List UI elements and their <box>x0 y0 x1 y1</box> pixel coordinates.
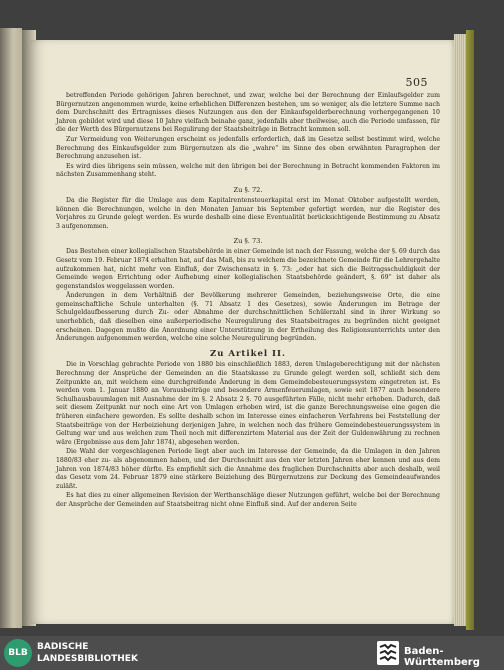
section-heading: Zu §. 73. <box>233 237 263 246</box>
paragraph: Zur Vermeidung von Weiterungen erscheint es jedenfalls erforderlich, daß im Gesetze selbst bestimmt wird, welche Berechnung des Einkaufsgelder zum Bürgernutzen als die „wahre“ im Sinne des oben erwähnten Paragraphen der Berechnung anzusehen ist. <box>56 135 440 161</box>
library-name-line: LANDESBIBLIOTHEK <box>37 654 138 664</box>
state-name: Baden-Württemberg <box>404 646 480 668</box>
paragraph: Das Bestehen einer kollegialischen Staatsbehörde in einer Gemeinde ist nach der Fassung, welche der §. 69 durch das Gesetz vom 19. Februar 1874 erhalten hat, auf das Maß, bis zu welchem die bezeichnete Gemeinde für die Lehrergehalte aufzukommen hat, nicht mehr von Einfluß, der Zwischensatz in §. 73: „oder hat sich die Beitragsschuldigkeit der Gemeinde wegen Errichtung oder Aufhebung einer kollegialischen Staatsbehörde geändert, §. 69“ ist daher als gegenstandslos weggelassen worden. <box>56 248 440 290</box>
footer-bar <box>0 636 504 670</box>
paragraph: Es hat dies zu einer allgemeinen Revision der Werthanschläge dieser Nutzungen geführt, welche bei der Berechnung der Ansprüche der Gemeinden auf Staatsbeitrag nicht ohne Einfluß sind. Auf der anderen Seite <box>56 492 440 508</box>
blb-logo: BLB <box>4 639 32 667</box>
paragraph: Da die Register für die Umlage aus dem Kapitalrentensteuerkapital erst im Monat Oktober aufgestellt werden, können die Berechnungen, welche in den Monaten Januar bis September gefertigt werden, nur die Register des Vorjahres zu Grunde gelegt werden. Es wurde deshalb eine diese Eventualität berücksichtigende Bestimmung zu Absatz 3 aufgenommen. <box>56 196 440 230</box>
library-name <box>37 641 197 665</box>
article-heading: Zu Artikel II. <box>210 348 286 359</box>
page-number: 505 <box>405 76 428 89</box>
state-crest-icon <box>377 641 399 665</box>
section-heading: Zu §. 72. <box>233 185 263 194</box>
paragraph: Es wird dies übrigens sein müssen, welche mit den übrigen bei der Berechnung in Betracht kommenden Faktoren im nächsten Zusammenhang steht. <box>56 162 440 179</box>
library-name-line: BADISCHE <box>37 642 89 652</box>
paragraph: betreffenden Periode gehörigen Jahren berechnet, und zwar, welche bei der Berechnung der Einlaufsgelder zum Bürgernutzen angenommen wurde, keine erheblichen Differenzen bestehen, um so weniger, als die letztere Summe nach dem Durchschnitt des Ertragnisses dieses Nutzungen aus den der Einkaufsgelderberechnung vorhergegangenen 10 Jahren gebildet wird und diese 10 Jahre vielfach beinahe ganz, jedenfalls aber theilweise, auch die Periode umfassen, für die der Werth des Bürgernutzens bei Regulirung der Staatsbeiträge in Betracht kommen soll. <box>56 92 440 134</box>
book-page <box>30 40 454 624</box>
paragraph: Änderungen in dem Verhältniß der Bevölkerung mehrerer Gemeinden, beziehungsweise Orte, die eine gemeinschaftliche Schule unterhalten (§. 71 Absatz 1 des Gesetzes), sowie Änderungen im Betrage der Schulgeldaufbesserung durch Zu- oder Abnahme der durchschnittlichen Schülerzahl sind in ihrer Wirkung so unerheblich, daß dieselben eine außerperiodische Neuregulirung des Staatsbeitrages zu begründen nicht geeignet erscheinen. Dagegen mußte die Anordnung einer Unterstützung in der Ertheilung des Religionsunterrichts unter den Änderungen aufgenommen werden, welche eine solche Neuregulirung begründen. <box>56 292 440 343</box>
book-cover-edge <box>466 30 474 630</box>
page-text <box>56 92 440 511</box>
book-left-page-edge <box>0 28 22 628</box>
paragraph: Die Wahl der vorgeschlagenen Periode liegt aber auch im Interesse der Gemeinde, da die Umlagen in den Jahren 1880/83 eher zu- als abgenommen haben, und der Durchschnitt aus den vier letzten Jahren eher kennen und aus dem Jahren von 1874/83 höher dürfte. Es empfiehlt sich die Annahme des fraglichen Durchschnitts aber auch deshalb, weil das Gesetz vom 24. Februar 1879 eine stärkere Beiziehung des Bürgernutzens zur Deckung des Gemeindeaufwandes zuläßt. <box>56 448 440 490</box>
paragraph: Die in Vorschlag gebrachte Periode von 1880 bis einschließlich 1883, deren Umlageberechtigung mit der nächsten Berechnung der Ansprüche der Gemeinden an die Staatskasse zu Grunde gelegt werden soll, schließt sich dem Zeitpunkte an, mit welchem eine durchgreifende Änderung in dem Gemeindebesteuerungssystem eingetreten ist. Es werden vom 1. Januar 1880 an Vorausbeiträge und besondere Armenfeuerumlagen, sowie seit 1877 auch besondere Schulhausbauumlagen mit Ausnahme der im §. 2 Absatz 2 §. 70 ausgeführten Fälle, nicht mehr erhoben. Dadurch, daß seit diesem Zeitpunkt nur noch eine Art von Umlagen erhoben wird, ist die ganze Berechnungsweise eine gegen die früheren einfachere geworden. Es sollte deshalb schon im Interesse eines einfacheren Verfahrens bei Feststellung der Staatsbeiträge von der Herbeiziehung derjenigen Jahre, in welchen noch das frühere Gemeindebesteuerungssystem in Geltung war und aus welchen zum Theil noch mit differenzirtem Material aus der Zeit der Guldenwährung zu rechnen wäre (Ergebnisse aus dem Jahr 1874), abgesehen werden. <box>56 361 440 446</box>
